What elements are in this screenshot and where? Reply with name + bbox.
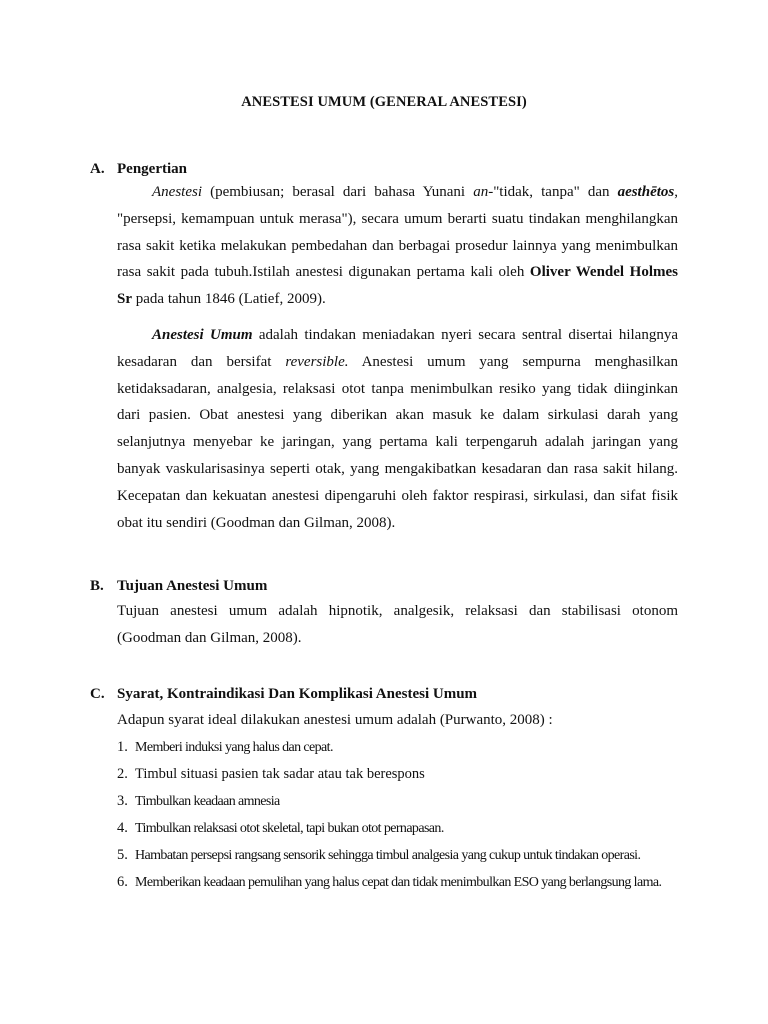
paragraph-line: (Goodman dan Gilman, 2008). — [117, 629, 302, 646]
list-item — [117, 764, 425, 784]
paragraph-line — [117, 179, 678, 206]
paragraph-line — [117, 349, 678, 376]
list-item — [117, 818, 444, 839]
list-item — [117, 845, 640, 866]
paragraph-line: ketidaksadaran, analgesia, relaksasi otot tanpa menimbulkan resiko yang tidak diinginkan — [117, 380, 678, 397]
list-number: 4. — [117, 820, 128, 836]
text-run: (pembiusan; berasal dari bahasa Yunani — [202, 184, 474, 200]
list-text: Timbul situasi pasien tak sadar atau tak berespons — [135, 766, 425, 782]
section-b-title: Tujuan Anestesi Umum — [117, 578, 268, 594]
term-aesthetos: aesthētos — [617, 184, 675, 200]
author-name-suffix: Sr — [117, 291, 132, 308]
section-c-heading — [90, 684, 477, 704]
term-anestesi: Anestesi — [152, 184, 202, 200]
section-c-intro: Adapun syarat ideal dilakukan anestesi umum adalah (Purwanto, 2008) : — [117, 712, 553, 728]
list-text: Timbulkan relaksasi otot skeletal, tapi bukan otot pernapasan. — [135, 821, 444, 836]
paragraph-line — [117, 322, 678, 349]
term-reversible: reversible. — [285, 353, 349, 370]
section-c-title: Syarat, Kontraindikasi Dan Komplikasi Anestesi Umum — [117, 686, 478, 702]
list-text: Memberi induksi yang halus dan cepat. — [135, 740, 333, 755]
paragraph-line: selanjutnya menyebar ke jaringan, yang pertama kali terpengaruh adalah jaringan yang — [117, 434, 678, 451]
section-a-paragraph-1 — [117, 179, 678, 313]
section-a-letter: A. — [90, 161, 105, 177]
section-a-title: Pengertian — [117, 161, 187, 177]
list-number: 6. — [117, 874, 128, 890]
text-run: Anestesi umum yang sempurna menghasilkan — [348, 353, 678, 370]
text-run: , — [674, 184, 678, 200]
paragraph-line: obat itu sendiri (Goodman dan Gilman, 2008). — [117, 514, 396, 531]
paragraph-line: rasa sakit ketika melakukan pembedahan dan berbagai prosedur lainnya yang menimbulkan — [117, 237, 678, 254]
term-anestesi-umum: Anestesi Umum — [152, 327, 253, 343]
section-a-paragraph-2 — [117, 322, 678, 536]
paragraph-line: Kecepatan dan kekuatan anestesi dipengaruhi oleh faktor respirasi, sirkulasi, dan sifat fisik — [117, 487, 678, 504]
term-an: an- — [473, 184, 494, 200]
list-item — [117, 791, 280, 812]
section-b-paragraph — [117, 598, 678, 652]
section-c-letter: C. — [90, 686, 105, 702]
paragraph-line: "persepsi, kemampuan untuk merasa"), secara umum berarti suatu tindakan menghilangkan — [117, 210, 678, 227]
text-run: kesadaran dan bersifat — [117, 353, 286, 370]
text-run: rasa sakit pada tubuh.Istilah anestesi digunakan pertama kali oleh — [117, 264, 530, 281]
list-number: 2. — [117, 766, 128, 782]
list-item — [117, 872, 661, 893]
paragraph-line — [117, 286, 678, 313]
text-run: pada tahun 1846 (Latief, 2009). — [132, 291, 326, 308]
section-a-heading — [90, 159, 187, 179]
author-name: Oliver Wendel Holmes — [529, 264, 678, 281]
list-number: 3. — [117, 793, 128, 809]
list-number: 1. — [117, 739, 128, 755]
paragraph-line: banyak vaskularisasinya seperti otak, yang mengakibatkan kesadaran dan rasa sakit hilang. — [117, 460, 678, 477]
text-run: "tidak, tanpa" dan — [493, 184, 618, 200]
paragraph-line — [117, 259, 678, 286]
paragraph-line: Tujuan anestesi umum adalah hipnotik, analgesik, relaksasi dan stabilisasi otonom — [117, 603, 678, 619]
list-text: Hambatan persepsi rangsang sensorik sehingga timbul analgesia yang cukup untuk tindakan operasi. — [135, 848, 641, 863]
section-b-heading — [90, 576, 267, 596]
list-number: 5. — [117, 847, 128, 863]
paragraph-line: dari pasien. Obat anestesi yang diberikan akan masuk ke dalam sirkulasi darah yang — [117, 407, 678, 424]
list-text: Timbulkan keadaan amnesia — [135, 794, 280, 809]
list-text: Memberikan keadaan pemulihan yang halus cepat dan tidak menimbulkan ESO yang berlangsung lama. — [135, 875, 662, 890]
list-item — [117, 737, 333, 758]
page-title: ANESTESI UMUM (GENERAL ANESTESI) — [241, 94, 527, 110]
section-b-letter: B. — [90, 578, 104, 594]
text-run: adalah tindakan meniadakan nyeri secara sentral disertai hilangnya — [252, 327, 678, 343]
